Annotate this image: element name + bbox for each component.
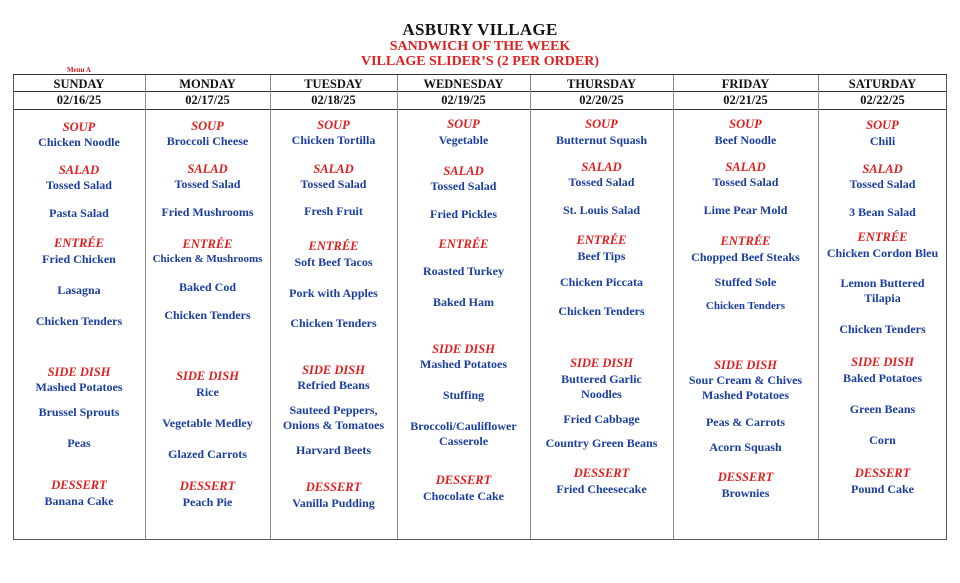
menu-item: Refried Beans [297,378,370,392]
menu-item: Tossed Salad [300,177,367,191]
day-name: THURSDAY [566,77,636,91]
menu-item: Lasagna [57,283,101,297]
day-name: WEDNESDAY [423,77,504,91]
menu-item: Baked Ham [432,295,494,309]
category-label: SOUP [447,117,480,131]
category-label: SALAD [58,163,100,177]
menu-item: Tossed Salad [174,177,241,191]
menu-item: Beef Tips [577,249,626,263]
day-name: SUNDAY [53,77,105,91]
menu-item: Tossed Salad [430,179,497,193]
menu-item: Noodles [581,387,622,401]
menu-item: Pasta Salad [49,206,109,220]
day-date: 02/21/25 [723,93,768,107]
menu-item: Banana Cake [44,494,114,508]
menu-item: Tossed Salad [46,178,112,192]
category-label: DESSERT [573,466,630,480]
menu-item: Tilapia [864,291,901,305]
menu-item: Pork with Apples [289,286,378,300]
menu-item: Tossed Salad [849,177,916,191]
day-name: SATURDAY [848,77,917,91]
menu-item: Buttered Garlic [561,372,642,386]
category-label: ENTRÉE [576,233,627,247]
category-label: SIDE DISH [302,363,365,377]
page-subtitle-2: VILLAGE SLIDER’S (2 PER ORDER) [360,54,600,69]
day-date: 02/20/25 [579,93,624,107]
day-date: 02/22/25 [860,93,905,107]
menu-item: Lime Pear Mold [703,203,788,217]
category-label: SOUP [62,120,96,134]
menu-item: Chicken & Mushrooms [152,253,263,265]
menu-header [0,20,960,69]
menu-item: Peach Pie [182,495,233,509]
menu-item: Mashed Potatoes [35,380,123,394]
menu-item: Glazed Carrots [168,447,247,461]
category-label: SALAD [313,162,354,176]
category-label: ENTRÉE [53,236,104,250]
menu-item: Green Beans [849,402,916,416]
category-label: SALAD [187,162,228,176]
category-label: SALAD [725,160,766,174]
category-label: DESSERT [51,478,107,492]
category-label: SOUP [729,117,762,131]
menu-item: Mashed Potatoes [420,357,507,371]
day-name: MONDAY [179,77,236,91]
menu-item: Vanilla Pudding [292,496,375,510]
day-date: 02/18/25 [311,93,356,107]
menu-item: Country Green Beans [545,436,658,450]
category-label: SIDE DISH [851,355,914,369]
category-label: ENTRÉE [857,230,908,244]
menu-item: Acorn Squash [709,440,782,454]
menu-item: Chicken Tenders [35,314,123,328]
menu-item: Fried Mushrooms [161,205,254,219]
category-label: DESSERT [179,479,236,493]
day-date: 02/17/25 [185,93,230,107]
menu-item: Harvard Beets [296,443,371,457]
menu-item: Tossed Salad [568,175,635,189]
menu-item: Broccoli/Cauliflower [410,419,517,433]
category-label: SALAD [443,164,484,178]
menu-item: Soft Beef Tacos [294,255,373,269]
category-label: ENTRÉE [720,234,771,248]
category-label: SOUP [866,118,899,132]
menu-item: Peas & Carrots [705,415,786,429]
menu-item: Chicken Tenders [558,304,645,318]
menu-item: Chopped Beef Steaks [691,250,800,264]
menu-item: Onions & Tomatoes [282,418,385,432]
category-label: ENTRÉE [182,237,233,251]
menu-item: Broccoli Cheese [166,134,249,148]
category-label: SALAD [581,160,622,174]
menu-item: Baked Potatoes [843,371,922,385]
menu-item: Vegetable Medley [162,416,253,430]
menu-item: Fresh Fruit [304,204,363,218]
menu-item: Pound Cake [850,482,915,496]
category-label: SIDE DISH [432,342,495,356]
menu-item: Stuffing [442,388,485,402]
category-label: DESSERT [717,470,774,484]
category-label: DESSERT [305,480,362,494]
menu-item: Chicken Tenders [705,300,786,312]
menu-item: St. Louis Salad [562,203,641,217]
menu-item: Corn [869,433,896,447]
category-label: SIDE DISH [714,358,777,372]
category-label: ENTRÉE [438,237,489,251]
menu-item: Butternut Squash [555,133,648,147]
category-label: ENTRÉE [308,239,359,253]
day-date: 02/19/25 [441,93,486,107]
menu-item: Beef Noodle [714,133,777,147]
menu-item: Vegetable [438,133,489,147]
menu-item: Rice [196,385,219,399]
menu-item: Lemon Buttered [840,276,925,290]
category-label: SALAD [862,162,903,176]
menu-tag: Menu A [67,66,91,74]
menu-item: Chicken Tenders [164,308,251,322]
menu-item: Chicken Cordon Bleu [826,246,939,260]
menu-item: Sauteed Peppers, [289,403,378,417]
menu-item: Chocolate Cake [423,489,504,503]
menu-item: Sour Cream & Chives [688,373,803,387]
menu-item: Chicken Tortilla [291,133,376,147]
day-name: TUESDAY [304,77,363,91]
menu-item: Chicken Noodle [38,135,120,149]
menu-item: Chicken Piccata [560,275,643,289]
menu-item: 3 Bean Salad [849,205,916,219]
menu-item: Brussel Sprouts [38,405,120,419]
category-label: SIDE DISH [47,365,111,379]
day-date: 02/16/25 [56,93,102,107]
category-label: SOUP [585,117,618,131]
page-subtitle: SANDWICH OF THE WEEK [389,39,571,54]
menu-item: Fried Chicken [42,252,116,266]
day-name: FRIDAY [721,77,770,91]
menu-item: Roasted Turkey [422,264,505,278]
menu-item: Baked Cod [178,280,237,294]
menu-item: Fried Cheesecake [556,482,647,496]
category-label: DESSERT [854,466,911,480]
category-label: SOUP [191,119,224,133]
category-label: SOUP [317,118,350,132]
menu-item: Chicken Tenders [839,322,926,336]
category-label: DESSERT [435,473,492,487]
menu-item: Chili [869,134,896,148]
menu-item: Tossed Salad [712,175,779,189]
menu-item: Brownies [721,486,770,500]
menu-item: Fried Pickles [430,207,497,221]
menu-item: Peas [67,436,91,450]
menu-item: Casserole [438,434,489,448]
menu-item: Fried Cabbage [563,412,640,426]
menu-item: Mashed Potatoes [702,388,789,402]
menu-item: Stuffed Sole [714,275,777,289]
category-label: SIDE DISH [570,356,633,370]
header-divider [13,91,947,92]
header-divider [13,109,947,110]
day-header-row [13,77,947,91]
category-label: SIDE DISH [176,369,239,383]
page-title: ASBURY VILLAGE [402,20,558,39]
menu-item: Chicken Tenders [290,316,377,330]
date-header-row [13,93,947,107]
